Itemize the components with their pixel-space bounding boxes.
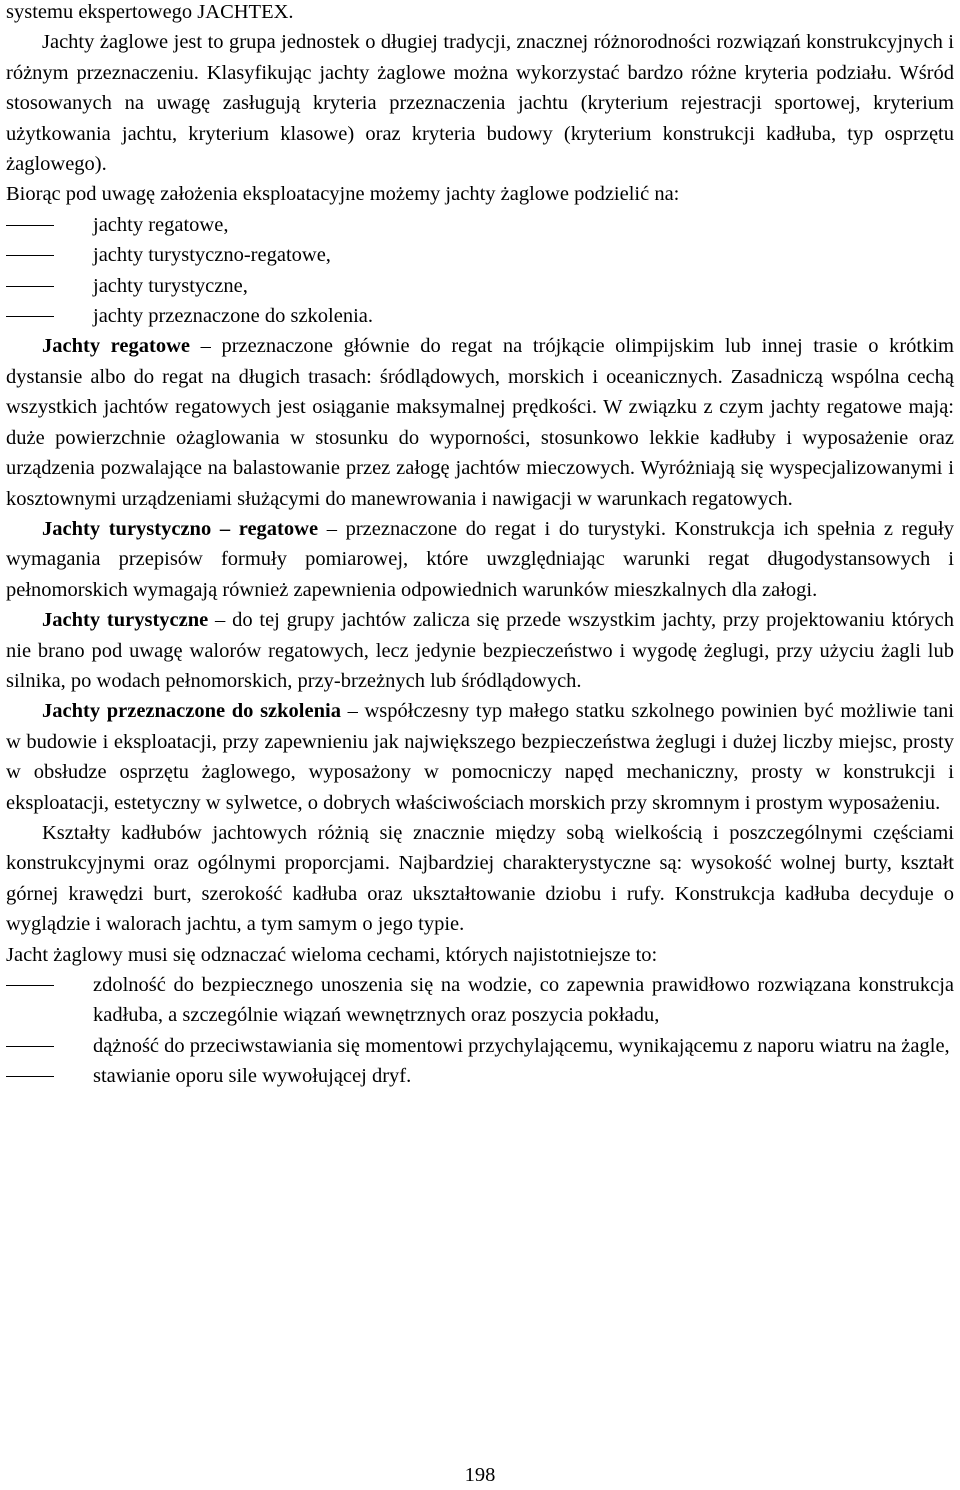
paragraph-continuation: systemu ekspertowego JACHTEX. [6,1,294,23]
dash-bullet [6,1046,54,1047]
paragraph-regatta-yachts: Jachty regatowe – przeznaczone głównie do regat na trójkącie olimpijskim lub innej trasie o krótkim dystansie albo do regat na długich trasach: śródlądowych, morskich i oceanicznych. Zasadniczą wspólna cechą wszystkich jachtów regatowych jest osiąganie maksymalnej prędkości. W związku z czym jachty regatowe mają: duże powierzchnie ożaglowania w stosunku do wyporności, stosunkowo lekkie kadłuby i wyposażenie oraz urządzenia pozwalające na balastowanie przez załogę jachtów mieczowych. Wyróżniają się wyspecjalizowanymi i kosztownymi urządzeniami służącymi do manewrowania i nawigacji w warunkach regatowych. [6,335,955,510]
list-item: stawianie oporu sile wywołującej dryf. [6,1061,954,1091]
list-item: zdolność do bezpiecznego unoszenia się na wodzie, co zapewnia prawidłowo rozwiązana konstrukcja kadłuba, a szczególnie wiązań wewnętrznych oraz poszycia pokładu, [6,970,954,1031]
dash-bullet [6,286,54,287]
list-item: jachty turystyczne, [6,271,954,301]
list-item: dążność do przeciwstawiania się momentowi przychylającemu, wynikającemu z naporu wiatru na żagle, [6,1031,954,1061]
paragraph-touring-yachts: Jachty turystyczne – do tej grupy jachtów zalicza się przede wszystkim jachty, przy projektowaniu których nie brano pod uwagę walorów regatowych, lecz jedynie bezpieczeństwo i wygodę żeglugi, przy użyciu żagli lub silnika, po wodach pełnomorskich, przy-brzeżnych lub śródlądowych. [6,609,955,692]
paragraph-division-lead: Biorąc pod uwagę założenia eksploatacyjne możemy jachty żaglowe podzielić na: [6,183,680,206]
paragraph-hull-shapes: Kształty kadłubów jachtowych różnią się znacznie między sobą wielkością i poszczególnymi częściami konstrukcyjnymi oraz ogólnymi proporcjami. Najbardziej charakterystyczne są: wysokość wolnej burty, kształt górnej krawędzi burt, szerokość kadłuba oraz ukształtowanie dziobu i rufy. Konstrukcja kadłuba decyduje o wyglądzie i walorach jachtu, a tym samym o jego typie. [6,821,954,936]
paragraph-training-yachts: Jachty przeznaczone do szkolenia – współczesny typ małego statku szkolnego powinien być możliwie tani w budowie i eksploatacji, przy zapewnieniu jak największego bezpieczeństwa żeglugi i dużej liczby miejsc, prosty w obsłudze osprzętu żaglowego, wyposażony w pomocniczy napęd mechaniczny, prosty w konstrukcji i eksploatacji, estetyczny w sylwetce, o dobrych właściwościach morskich przy skromnym i prostym wyposażeniu. [6,700,954,814]
paragraph-touring-regatta-yachts: Jachty turystyczno – regatowe – przeznaczone do regat i do turystyki. Konstrukcja ich spełnia z reguły wymagania przepisów formuły pomiarowej, które uwzględniając warunki regat długodystansowych i pełnomorskich wymagają również zapewnienia odpowiednich warunków mieszkalnych dla załogi. [6,517,954,601]
dash-bullet [6,255,54,256]
yacht-types-list [6,210,954,332]
yacht-features-list [6,970,954,1092]
dash-bullet [6,1076,54,1077]
dash-bullet [6,985,54,986]
page-number: 198 [464,1464,496,1486]
list-item: jachty turystyczno-regatowe, [6,240,954,270]
term-training: Jachty przeznaczone do szkolenia [42,700,341,723]
term-touring-regatta: Jachty turystyczno – regatowe [42,517,319,540]
paragraph-features-lead: Jacht żaglowy musi się odznaczać wieloma cechami, których najistotniejsze to: [6,943,658,966]
dash-bullet [6,316,54,317]
list-item: jachty regatowe, [6,210,954,240]
term-touring: Jachty turystyczne [42,609,209,632]
list-item: jachty przeznaczone do szkolenia. [6,301,954,331]
paragraph-intro: Jachty żaglowe jest to grupa jednostek o długiej tradycji, znacznej różnorodności rozwiązań konstrukcyjnych i różnym przeznaczeniu. Klasyfikując jachty żaglowe można wykorzystać bardzo różne kryteria podziału. Wśród stosowanych na uwagę zasługują kryteria przeznaczenia jachtu (kryterium rejestracji sportowej, kryterium użytkowania jachtu, kryterium klasowe) oraz kryteria budowy (kryterium konstrukcji kadłuba, typ osprzętu żaglowego). [6,31,954,176]
term-regatta: Jachty regatowe [42,335,190,358]
dash-bullet [6,225,54,226]
page-body [6,0,954,1092]
